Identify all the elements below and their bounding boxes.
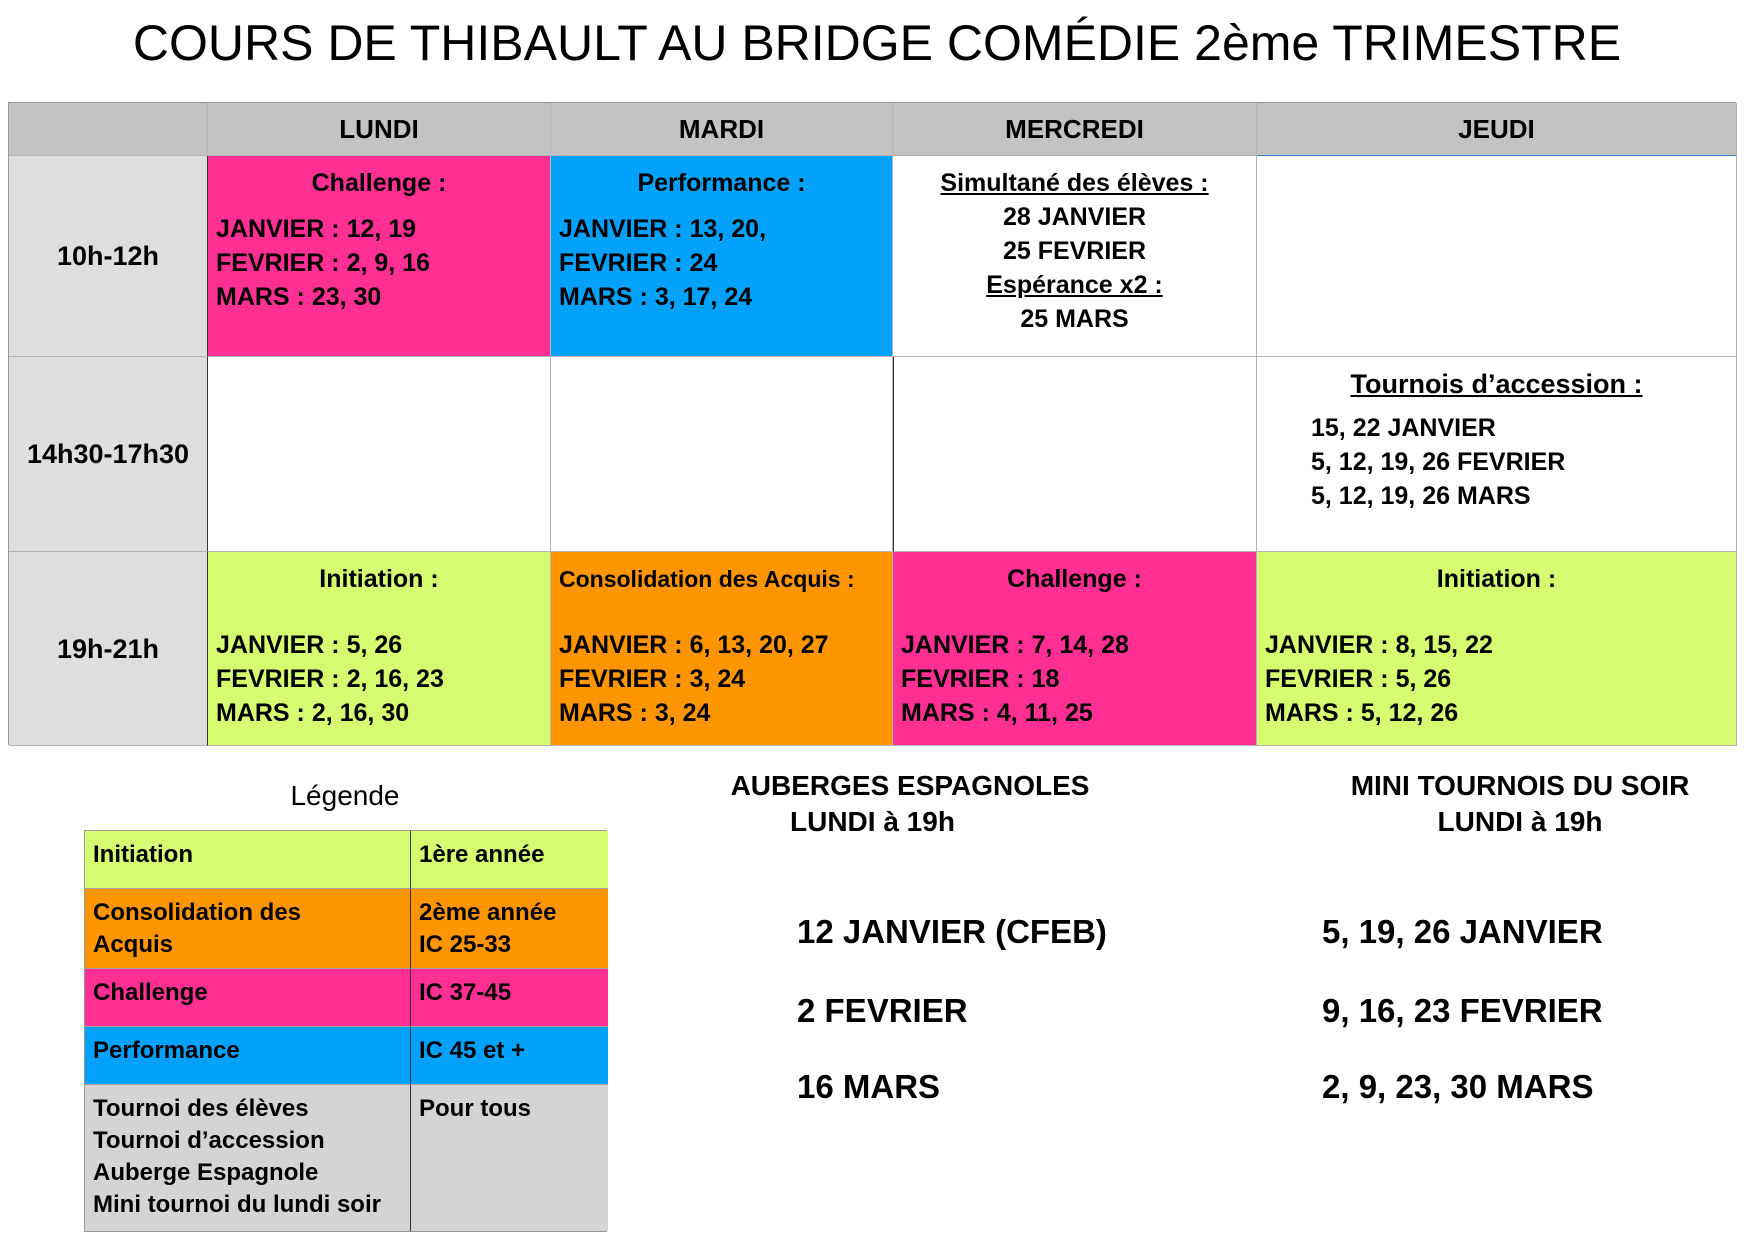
day-header-jeudi: JEUDI (1257, 103, 1737, 156)
time-label-evening: 19h-21h (9, 552, 208, 746)
slot-line: FEVRIER : 18 (901, 665, 1060, 693)
legend-text: 2ème année (419, 899, 557, 926)
slot-category: Consolidation des Acquis : (559, 566, 855, 592)
slot-line: 25 FEVRIER (1002, 237, 1147, 265)
day-header-lundi: LUNDI (208, 103, 551, 156)
auberge-date: 2 FEVRIER (797, 992, 968, 1029)
time-label-morning: 10h-12h (9, 156, 208, 357)
slot-category: Performance : (637, 169, 806, 197)
slot-line: FEVRIER : 2, 16, 23 (216, 665, 444, 693)
legend-description (411, 1027, 608, 1085)
legend-text: Performance (93, 1037, 240, 1064)
mini-tournoi-date: 2, 9, 23, 30 MARS (1322, 1068, 1594, 1105)
mini-tournoi-date: 5, 19, 26 JANVIER (1322, 913, 1603, 950)
slot-category: Challenge : (311, 169, 447, 197)
slot-heading: Tournois d’accession : (1350, 369, 1643, 399)
legend-level (85, 1085, 411, 1231)
legend-description (411, 889, 608, 969)
slot-line: JANVIER : 5, 26 (216, 631, 403, 659)
slot-line: MARS : 4, 11, 25 (901, 699, 1093, 727)
day-header-mercredi: MERCREDI (893, 103, 1257, 156)
legend-table (84, 830, 607, 1232)
slot-line: JANVIER : 13, 20, (559, 215, 767, 243)
legend-level (85, 831, 411, 889)
legend-level (85, 889, 411, 969)
slot-line: JANVIER : 12, 19 (216, 215, 417, 243)
slot-mercredi-evening (893, 552, 1257, 746)
mini-tournois-heading (1310, 768, 1730, 840)
slot-line: MARS : 23, 30 (216, 283, 382, 311)
legend-title: Légende (290, 780, 400, 811)
slot-line: MARS : 3, 17, 24 (559, 283, 753, 311)
mini-tournoi-date: 9, 16, 23 FEVRIER (1322, 992, 1603, 1029)
legend-description (411, 831, 608, 889)
slot-jeudi-morning (1257, 156, 1737, 357)
slot-line: JANVIER : 8, 15, 22 (1265, 631, 1493, 659)
legend-text: Challenge (93, 979, 208, 1006)
slot-line: MARS : 2, 16, 30 (216, 699, 410, 727)
slot-heading: Espérance x2 : (986, 271, 1163, 299)
slot-line: 15, 22 JANVIER (1311, 414, 1496, 442)
slot-line: 5, 12, 19, 26 FEVRIER (1311, 448, 1566, 476)
legend-text: Tournoi d’accession (93, 1127, 325, 1154)
slot-category: Challenge : (1007, 565, 1142, 593)
legend-text: IC 45 et + (419, 1037, 526, 1064)
slot-line: JANVIER : 7, 14, 28 (901, 631, 1129, 659)
auberges-heading (710, 768, 1110, 840)
legend-level (85, 1027, 411, 1085)
slot-lundi-evening (208, 552, 551, 746)
slot-line: MARS : 5, 12, 26 (1265, 699, 1459, 727)
slot-line: 28 JANVIER (1002, 203, 1147, 231)
legend-text: Acquis (93, 931, 174, 958)
legend-description (411, 969, 608, 1027)
legend-text: Initiation (93, 841, 193, 868)
slot-lundi-morning (208, 156, 551, 357)
legend-text: 1ère année (419, 841, 545, 868)
slot-mardi-morning (551, 156, 893, 357)
slot-jeudi-afternoon (1257, 357, 1737, 552)
slot-mardi-afternoon (551, 357, 893, 552)
corner-header (9, 103, 208, 156)
legend-text: IC 37-45 (419, 979, 512, 1006)
slot-mardi-evening (551, 552, 893, 746)
mini-tournois-subtitle: LUNDI à 19h (1437, 806, 1603, 837)
slot-line: FEVRIER : 5, 26 (1265, 665, 1452, 693)
day-header-mardi: MARDI (551, 103, 893, 156)
time-label-afternoon: 14h30-17h30 (9, 357, 208, 552)
slot-line: FEVRIER : 3, 24 (559, 665, 746, 693)
slot-mercredi-afternoon (893, 357, 1257, 552)
slot-heading: Simultané des élèves : (940, 169, 1209, 197)
slot-category: Initiation : (319, 565, 439, 593)
slot-line: MARS : 3, 24 (559, 699, 711, 727)
legend-text: Consolidation des (93, 899, 302, 926)
legend-text: Auberge Espagnole (93, 1159, 319, 1186)
auberge-date: 12 JANVIER (CFEB) (797, 913, 1107, 950)
slot-line: FEVRIER : 24 (559, 249, 718, 277)
slot-line: FEVRIER : 2, 9, 16 (216, 249, 430, 277)
slot-mercredi-morning (893, 156, 1257, 357)
legend-level (85, 969, 411, 1027)
legend-text: Mini tournoi du lundi soir (93, 1191, 381, 1218)
slot-lundi-afternoon (208, 357, 551, 552)
auberges-subtitle: LUNDI à 19h (790, 806, 955, 837)
legend-description (411, 1085, 608, 1231)
slot-line: 5, 12, 19, 26 MARS (1311, 482, 1531, 510)
auberge-date: 16 MARS (797, 1068, 941, 1105)
slot-line: 25 MARS (1020, 305, 1129, 333)
page-title: COURS DE THIBAULT AU BRIDGE COMÉDIE 2ème TRIMESTRE (132, 15, 1622, 71)
legend-text: IC 25-33 (419, 931, 512, 958)
mini-tournois-title: MINI TOURNOIS DU SOIR (1350, 770, 1690, 801)
slot-category: Initiation : (1436, 565, 1557, 593)
legend-text: Tournoi des élèves (93, 1095, 309, 1122)
schedule-table (8, 102, 1736, 745)
slot-jeudi-evening (1257, 552, 1737, 746)
legend-text: Pour tous (419, 1095, 531, 1122)
slot-line: JANVIER : 6, 13, 20, 27 (559, 631, 829, 659)
auberges-title: AUBERGES ESPAGNOLES (730, 770, 1090, 801)
